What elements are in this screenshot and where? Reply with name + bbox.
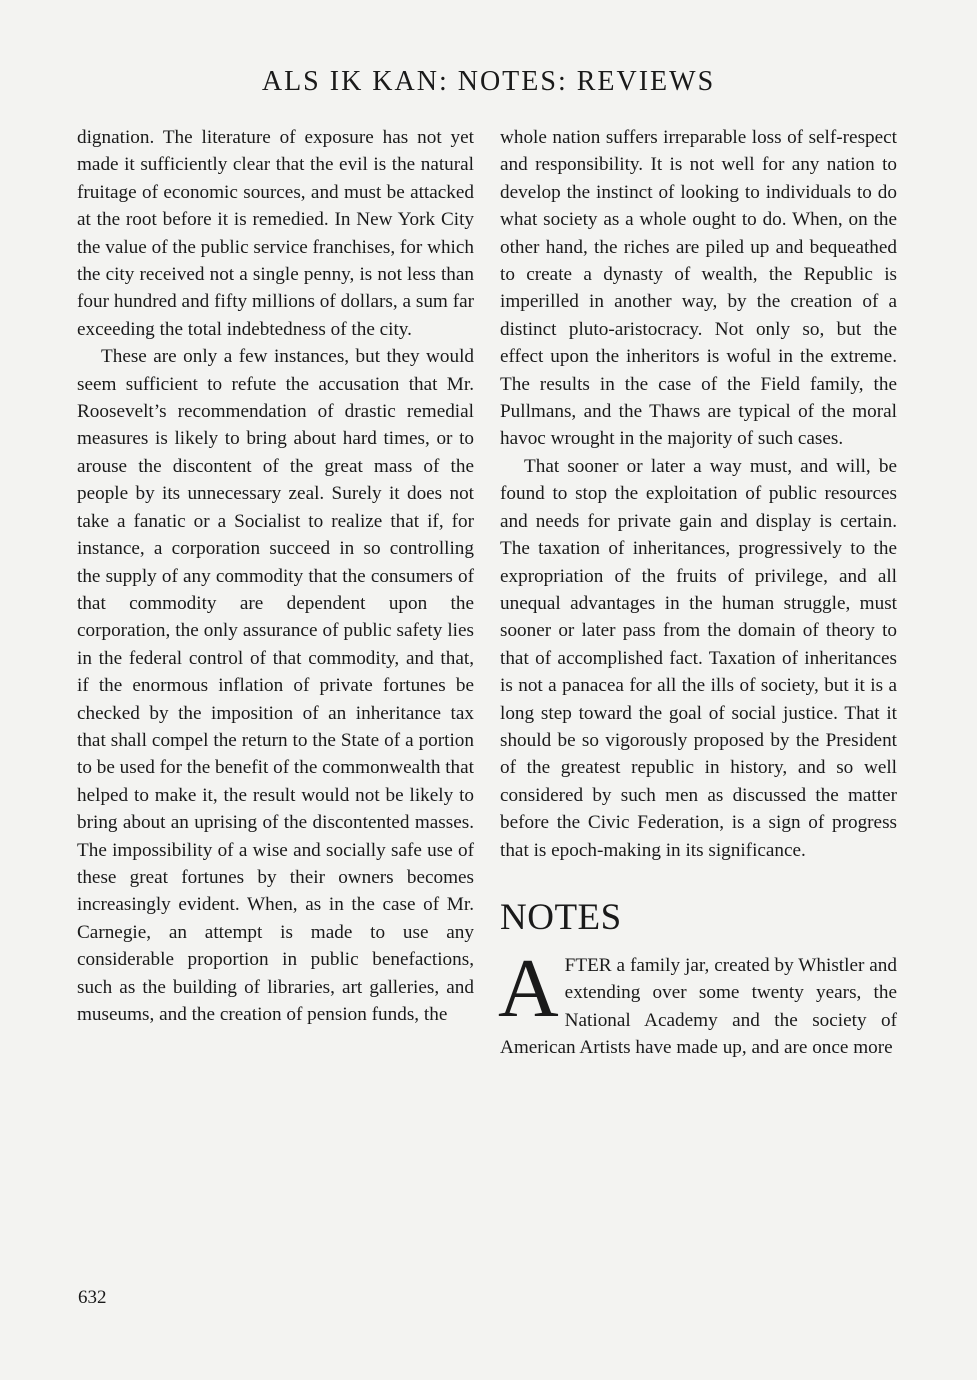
notes-paragraph bbox=[498, 941, 897, 1062]
right-paragraph-2: That sooner or later a way must, and will, be found to stop the exploitation of public resources and needs for private gain and display is certain. The taxation of inheritances, progressively to the expropriation of the fruits of privilege, and all unequal advantages in the human struggle, must sooner or later pass from the domain of theory to that of accomplished fact. Taxation of inheritances is not a panacea for all the ills of society, but it is a long step toward the goal of social justice. That it should be so vigorously proposed by the President of the greatest republic in history, and so well considered by such men as discussed the matter before the Civic Federation, is a sign of progress that is epoch-making in its significance. bbox=[500, 455, 897, 861]
drop-cap: A bbox=[498, 941, 559, 1035]
page-number: 632 bbox=[78, 1287, 107, 1308]
left-column bbox=[77, 124, 474, 1028]
left-paragraph-2: These are only a few instances, but they would seem sufficient to refute the accusation that Mr. Roosevelt’s recommendation of drastic remedial measures is likely to bring about hard times, or to arouse the discontent of the great mass of the people by its unnecessary zeal. Surely it does not take a fanatic or a Socialist to realize that if, for instance, a corporation succeed in so controlling the supply of any commodity that the consumers of that commodity are dependent upon the corporation, the only assurance of public safety lies in the federal control of that commodity, and that, if the enormous inflation of private fortunes be checked by the imposition of an inheritance tax that shall compel the return to the State of a portion to be used for the benefit of the commonwealth that helped to make it, the result would not be likely to bring about an uprising of the discontented masses. The impossibility of a wise and socially safe use of these great fortunes by their owners becomes increasingly evident. When, as in the case of Mr. Carnegie, an attempt is made to use any considerable proportion in public benefactions, such as the building of libraries, art galleries, and museums, and the creation of pension funds, the bbox=[77, 346, 474, 1025]
right-paragraph-1: whole nation suffers irreparable loss of self-respect and responsibility. It is not well for any nation to develop the instinct of looking to individuals to do what society as a whole ought to do. When, on the other hand, the riches are piled up and bequeathed to create a dynasty of wealth, the Republic is imperilled in another way, by the creation of a distinct pluto-aristocracy. Not only so, but the effect upon the inheritors is woful in the extreme. The results in the case of the Field family, the Pullmans, and the Thaws are typical of the moral havoc wrought in the majority of such cases. bbox=[500, 127, 897, 450]
running-head: ALS IK KAN: NOTES: REVIEWS bbox=[261, 66, 716, 97]
notes-text: FTER a family jar, created by Whistler and extending over some twenty years, the National Academy and the society of American Artists have made up, and are once more bbox=[500, 954, 897, 1059]
left-paragraph-1: dignation. The literature of exposure has not yet made it sufficiently clear that the evil is the natural fruitage of economic sources, and must be attacked at the root before it is remedied. In New York City the value of the public service franchises, for which the city received not a single penny, is not less than four hundred and fifty millions of dollars, a sum far exceeding the total indebtedness of the city. bbox=[77, 127, 474, 340]
right-column bbox=[500, 124, 897, 1062]
notes-heading: NOTES bbox=[500, 896, 622, 938]
